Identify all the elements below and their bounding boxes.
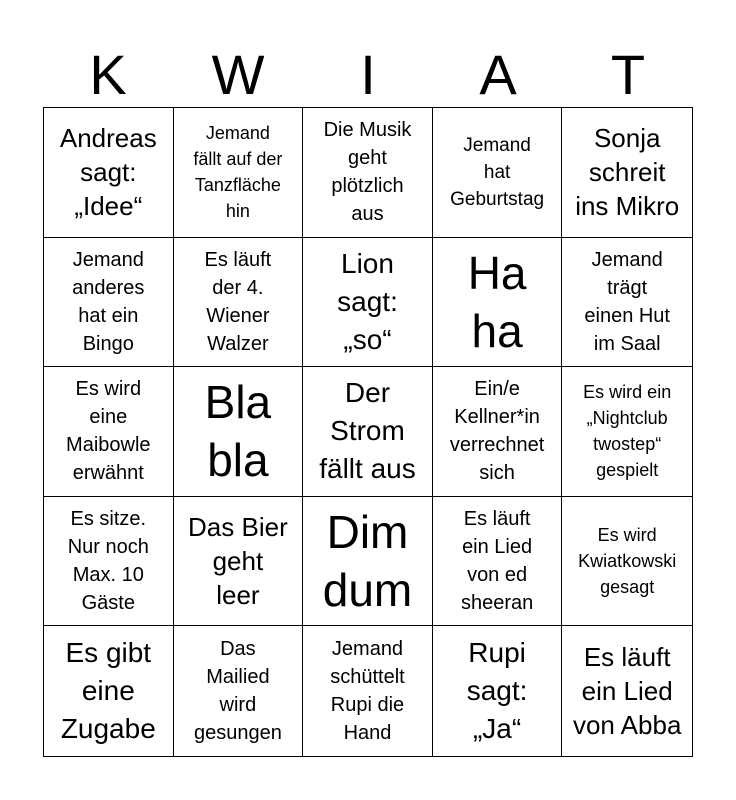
cell-text: Jemand fällt auf der Tanzfläche hin: [193, 123, 283, 222]
bingo-cell[interactable]: [433, 626, 563, 756]
bingo-cell[interactable]: [562, 497, 692, 627]
bingo-cell[interactable]: [174, 497, 304, 627]
bingo-cell[interactable]: [44, 367, 174, 497]
cell-text: Es läuft der 4. Wiener Walzer: [204, 248, 272, 355]
bingo-cell[interactable]: [433, 108, 563, 238]
bingo-cell[interactable]: [562, 626, 692, 756]
cell-text: Jemand trägt einen Hut im Saal: [584, 248, 670, 355]
cell-text: Es wird Kwiatkowski gesagt: [578, 525, 677, 598]
cell-text: Es wird ein „Nightclub twostep“ gespielt: [583, 382, 672, 481]
bingo-cell[interactable]: [44, 238, 174, 368]
header-letter-w: W: [211, 43, 265, 106]
cell-text: Es sitze. Nur noch Max. 10 Gäste: [67, 508, 149, 615]
cell-text: Die Musik geht plötzlich aus: [323, 119, 412, 226]
cell-text: Jemand hat Geburtstag: [450, 134, 545, 210]
bingo-cell[interactable]: [174, 108, 304, 238]
cell-text: Ein/e Kellner*in verrechnet sich: [449, 378, 545, 485]
bingo-grid: [43, 107, 693, 757]
cell-text: Andreas sagt: „Idee“: [59, 123, 157, 222]
cell-text: Der Strom fällt aus: [319, 377, 416, 485]
bingo-cell[interactable]: [303, 497, 433, 627]
header-letter-t: T: [610, 43, 646, 106]
header-letter-a: A: [479, 43, 517, 106]
bingo-cell[interactable]: [303, 626, 433, 756]
cell-text: Das Mailied wird gesungen: [193, 638, 282, 745]
bingo-cell[interactable]: [44, 497, 174, 627]
bingo-header: [43, 44, 693, 106]
cell-text: Es wird eine Maibowle erwähnt: [66, 378, 151, 485]
cell-text: Bla bla: [204, 376, 272, 487]
bingo-cell[interactable]: [433, 238, 563, 368]
bingo-cell[interactable]: [433, 367, 563, 497]
cell-text: Lion sagt: „so“: [337, 247, 398, 355]
cell-text: Sonja schreit ins Mikro: [575, 123, 680, 222]
cell-text: Jemand anderes hat ein Bingo: [72, 248, 145, 355]
bingo-cell[interactable]: [303, 367, 433, 497]
header-letter-i: I: [360, 43, 376, 106]
header-letter-k: K: [89, 43, 127, 106]
bingo-cell[interactable]: [562, 238, 692, 368]
bingo-cell[interactable]: [174, 238, 304, 368]
bingo-cell[interactable]: [562, 108, 692, 238]
bingo-cell[interactable]: [433, 497, 563, 627]
cell-text: Es gibt eine Zugabe: [60, 637, 156, 745]
bingo-cell[interactable]: [174, 367, 304, 497]
cell-text: Es läuft ein Lied von Abba: [572, 642, 682, 741]
bingo-cell[interactable]: [44, 626, 174, 756]
bingo-cell[interactable]: [303, 108, 433, 238]
cell-text: Jemand schüttelt Rupi die Hand: [330, 638, 405, 745]
cell-text: Rupi sagt: „Ja“: [466, 637, 528, 745]
cell-text: Es läuft ein Lied von ed sheeran: [460, 508, 534, 615]
cell-text: Ha ha: [467, 246, 527, 357]
bingo-cell[interactable]: [303, 238, 433, 368]
cell-text: Dim dum: [322, 506, 413, 617]
bingo-cell[interactable]: [174, 626, 304, 756]
bingo-cell[interactable]: [562, 367, 692, 497]
bingo-cell[interactable]: [44, 108, 174, 238]
cell-text: Das Bier geht leer: [188, 512, 288, 611]
